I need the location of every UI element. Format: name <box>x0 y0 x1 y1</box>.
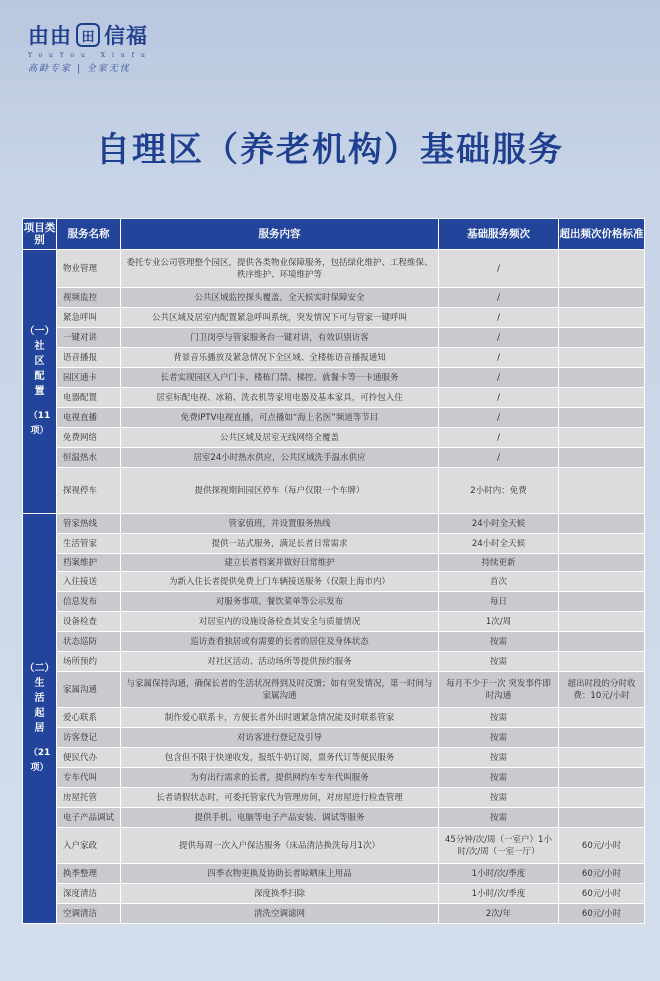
service-name-cell: 房屋托管 <box>57 788 121 808</box>
service-name-cell: 免费网络 <box>57 428 121 448</box>
service-frequency-cell: 按需 <box>439 808 559 828</box>
service-name-cell: 探视停车 <box>57 468 121 514</box>
table-row <box>23 904 645 924</box>
table-row <box>23 572 645 592</box>
service-name-cell: 语音播报 <box>57 348 121 368</box>
logo-slogan: 高龄专家 | 全家无忧 <box>28 64 131 74</box>
extra-price-cell <box>559 748 645 768</box>
header-name: 服务名称 <box>57 219 121 250</box>
service-content-cell: 门卫岗亭与管家服务台一键对讲，有效识别访客 <box>121 328 439 348</box>
service-content-cell: 对服务事项、餐饮菜单等公示发布 <box>121 592 439 612</box>
table-row <box>23 808 645 828</box>
service-name-cell: 入住接送 <box>57 572 121 592</box>
service-name-cell: 档案维护 <box>57 554 121 572</box>
extra-price-cell <box>559 328 645 348</box>
table-row <box>23 592 645 612</box>
table-row <box>23 768 645 788</box>
category-char: 居 <box>34 723 45 734</box>
service-content-cell: 免费IPTV电视直播，可点播如“海上名医”频道等节目 <box>121 408 439 428</box>
service-frequency-cell: / <box>439 348 559 368</box>
service-frequency-cell: 按需 <box>439 788 559 808</box>
service-name-cell: 设备检查 <box>57 612 121 632</box>
category-cell <box>23 250 57 514</box>
service-frequency-cell: 1小时/次/季度 <box>439 884 559 904</box>
extra-price-cell <box>559 652 645 672</box>
extra-price-cell <box>559 388 645 408</box>
table-row <box>23 308 645 328</box>
service-frequency-cell: 按需 <box>439 748 559 768</box>
service-content-cell: 包含但不限于快递收发，报纸牛奶订阅，票务代订等便民服务 <box>121 748 439 768</box>
service-name-cell: 一键对讲 <box>57 328 121 348</box>
service-name-cell: 物业管理 <box>57 250 121 288</box>
table-row <box>23 534 645 554</box>
service-content-cell: 公共区域及居室内配置紧急呼叫系统，突发情况下可与管家一键呼叫 <box>121 308 439 328</box>
service-frequency-cell: / <box>439 388 559 408</box>
service-frequency-cell: / <box>439 308 559 328</box>
service-name-cell: 状态巡防 <box>57 632 121 652</box>
extra-price-cell <box>559 632 645 652</box>
table-body <box>23 250 645 924</box>
table-row <box>23 328 645 348</box>
page-title: 自理区（养老机构）基础服务 <box>96 130 564 170</box>
table-row <box>23 468 645 514</box>
service-content-cell: 为有出行需求的长者，提供网约车专车代叫服务 <box>121 768 439 788</box>
service-content-cell: 为新入住长者提供免费上门车辆接送服务（仅限上海市内） <box>121 572 439 592</box>
table-row <box>23 864 645 884</box>
extra-price-cell <box>559 250 645 288</box>
table-row <box>23 448 645 468</box>
extra-price-cell: 60元/小时 <box>559 828 645 864</box>
category-count: （21项） <box>28 748 51 773</box>
extra-price-cell <box>559 428 645 448</box>
category-index: （二） <box>24 663 55 674</box>
service-frequency-cell: 首次 <box>439 572 559 592</box>
table-row <box>23 612 645 632</box>
table-row <box>23 368 645 388</box>
extra-price-cell <box>559 308 645 328</box>
service-content-cell: 四季衣物更换及协助长者晾晒床上用品 <box>121 864 439 884</box>
service-name-cell: 恒温热水 <box>57 448 121 468</box>
service-content-cell: 深度换季扫除 <box>121 884 439 904</box>
service-content-cell: 清洗空调滤网 <box>121 904 439 924</box>
service-frequency-cell: 24小时全天候 <box>439 514 559 534</box>
service-frequency-cell: / <box>439 288 559 308</box>
table-row <box>23 428 645 448</box>
service-content-cell: 居室标配电视、冰箱、洗衣机等家用电器及基本家具，可拎包入住 <box>121 388 439 408</box>
service-frequency-cell: 按需 <box>439 632 559 652</box>
service-name-cell: 家属沟通 <box>57 672 121 708</box>
service-frequency-cell: 1次/周 <box>439 612 559 632</box>
service-content-cell: 提供每周一次入户保洁服务（床品清洁换洗每月1次） <box>121 828 439 864</box>
category-char: 配 <box>34 371 45 382</box>
category-char: 社 <box>34 341 45 352</box>
service-name-cell: 生活管家 <box>57 534 121 554</box>
category-count: （11项） <box>28 411 51 436</box>
service-frequency-cell: / <box>439 368 559 388</box>
extra-price-cell <box>559 708 645 728</box>
service-content-cell: 公共区域监控探头覆盖，全天候实时保障安全 <box>121 288 439 308</box>
service-frequency-cell: 1小时/次/季度 <box>439 864 559 884</box>
table-row <box>23 250 645 288</box>
table-row <box>23 728 645 748</box>
service-frequency-cell: / <box>439 408 559 428</box>
service-frequency-cell: 2次/年 <box>439 904 559 924</box>
service-name-cell: 访客登记 <box>57 728 121 748</box>
service-name-cell: 爱心联系 <box>57 708 121 728</box>
table-row <box>23 748 645 768</box>
service-frequency-cell: 24小时全天候 <box>439 534 559 554</box>
service-content-cell: 公共区域及居室无线网络全覆盖 <box>121 428 439 448</box>
service-frequency-cell: 按需 <box>439 652 559 672</box>
service-content-cell: 管家值班，并设置服务热线 <box>121 514 439 534</box>
service-name-cell: 深度清洁 <box>57 884 121 904</box>
service-name-cell: 场所预约 <box>57 652 121 672</box>
service-content-cell: 居室24小时热水供应，公共区域洗手温水供应 <box>121 448 439 468</box>
services-table-wrapper <box>22 218 644 924</box>
header-frequency: 基础服务频次 <box>439 219 559 250</box>
extra-price-cell: 60元/小时 <box>559 884 645 904</box>
extra-price-cell <box>559 448 645 468</box>
extra-price-cell <box>559 728 645 748</box>
service-content-cell: 对访客进行登记及引导 <box>121 728 439 748</box>
extra-price-cell <box>559 534 645 554</box>
service-frequency-cell: / <box>439 328 559 348</box>
service-content-cell: 制作爱心联系卡，方便长者外出时遇紧急情况能及时联系管家 <box>121 708 439 728</box>
service-content-cell: 巡访查看独居或有需要的长者的居住及身体状态 <box>121 632 439 652</box>
table-row <box>23 408 645 428</box>
extra-price-cell <box>559 572 645 592</box>
extra-price-cell <box>559 554 645 572</box>
logo-text-right: 信福 <box>104 24 148 48</box>
table-row <box>23 348 645 368</box>
service-name-cell: 紧急呼叫 <box>57 308 121 328</box>
service-name-cell: 视频监控 <box>57 288 121 308</box>
header-category: 项目类别 <box>23 219 57 250</box>
table-row <box>23 828 645 864</box>
extra-price-cell: 60元/小时 <box>559 904 645 924</box>
logo-mark-icon: 田 <box>76 23 100 47</box>
extra-price-cell <box>559 808 645 828</box>
service-frequency-cell: / <box>439 448 559 468</box>
service-content-cell: 提供探视期间园区停车（每户仅限一个车牌） <box>121 468 439 514</box>
table-row <box>23 788 645 808</box>
table-row <box>23 708 645 728</box>
table-row <box>23 672 645 708</box>
table-row <box>23 514 645 534</box>
table-row <box>23 388 645 408</box>
extra-price-cell <box>559 768 645 788</box>
logo-pinyin: YouYou Xinfu <box>28 52 152 59</box>
service-name-cell: 空调清洁 <box>57 904 121 924</box>
service-name-cell: 管家热线 <box>57 514 121 534</box>
service-name-cell: 换季整理 <box>57 864 121 884</box>
extra-price-cell <box>559 408 645 428</box>
service-frequency-cell: 每月不少于一次 突发事件即时沟通 <box>439 672 559 708</box>
service-frequency-cell: 按需 <box>439 768 559 788</box>
service-frequency-cell: 持续更新 <box>439 554 559 572</box>
service-content-cell: 背景音乐播放及紧急情况下全区域、全楼栋语音播报通知 <box>121 348 439 368</box>
table-header-row <box>23 219 645 250</box>
logo-text-left: 由由 <box>28 24 72 48</box>
service-name-cell: 园区通卡 <box>57 368 121 388</box>
extra-price-cell <box>559 348 645 368</box>
table-row <box>23 884 645 904</box>
extra-price-cell: 超出时段的分时收费：10元/小时 <box>559 672 645 708</box>
service-name-cell: 电器配置 <box>57 388 121 408</box>
service-content-cell: 长者实现园区入户门卡、楼栋门禁、梯控、就餐卡等一卡通服务 <box>121 368 439 388</box>
service-frequency-cell: 每日 <box>439 592 559 612</box>
category-char: 活 <box>34 693 45 704</box>
service-frequency-cell: 45分钟/次/周（一室户）1小时/次/周（一室一厅） <box>439 828 559 864</box>
category-char: 生 <box>34 678 45 689</box>
service-frequency-cell: / <box>439 428 559 448</box>
service-name-cell: 电视直播 <box>57 408 121 428</box>
category-char: 起 <box>34 708 45 719</box>
table-row <box>23 632 645 652</box>
service-content-cell: 对社区活动、活动场所等提供预约服务 <box>121 652 439 672</box>
service-content-cell: 提供一站式服务，满足长者日常需求 <box>121 534 439 554</box>
brand-logo <box>28 20 152 74</box>
table-row <box>23 288 645 308</box>
service-content-cell: 委托专业公司管理整个园区，提供各类物业保障服务，包括绿化维护、工程维保、秩序维护、环境维护等 <box>121 250 439 288</box>
category-cell <box>23 514 57 924</box>
service-content-cell: 建立长者档案并做好日常维护 <box>121 554 439 572</box>
extra-price-cell <box>559 592 645 612</box>
table-row <box>23 652 645 672</box>
extra-price-cell <box>559 612 645 632</box>
header-content: 服务内容 <box>121 219 439 250</box>
service-frequency-cell: 按需 <box>439 728 559 748</box>
service-name-cell: 便民代办 <box>57 748 121 768</box>
service-content-cell: 与家属保持沟通，确保长者的生活状况得到及时反馈；如有突发情况，第一时间与家属沟通 <box>121 672 439 708</box>
extra-price-cell <box>559 288 645 308</box>
category-char: 置 <box>34 386 45 397</box>
header-extra-price: 超出频次价格标准 <box>559 219 645 250</box>
table-row <box>23 554 645 572</box>
service-frequency-cell: 按需 <box>439 708 559 728</box>
services-table <box>22 218 645 924</box>
category-char: 区 <box>34 356 45 367</box>
service-name-cell: 专车代叫 <box>57 768 121 788</box>
service-name-cell: 信息发布 <box>57 592 121 612</box>
extra-price-cell <box>559 514 645 534</box>
extra-price-cell: 60元/小时 <box>559 864 645 884</box>
service-name-cell: 入户家政 <box>57 828 121 864</box>
extra-price-cell <box>559 368 645 388</box>
service-frequency-cell: / <box>439 250 559 288</box>
service-frequency-cell: 2小时内：免费 <box>439 468 559 514</box>
service-content-cell: 长者请假状态时，可委托管家代为管理房间，对房屋进行检查管理 <box>121 788 439 808</box>
service-name-cell: 电子产品调试 <box>57 808 121 828</box>
service-content-cell: 对居室内的设施设备检查其安全与质量情况 <box>121 612 439 632</box>
extra-price-cell <box>559 788 645 808</box>
service-content-cell: 提供手机、电脑等电子产品安装、调试等服务 <box>121 808 439 828</box>
category-index: （一） <box>24 326 55 337</box>
extra-price-cell <box>559 468 645 514</box>
